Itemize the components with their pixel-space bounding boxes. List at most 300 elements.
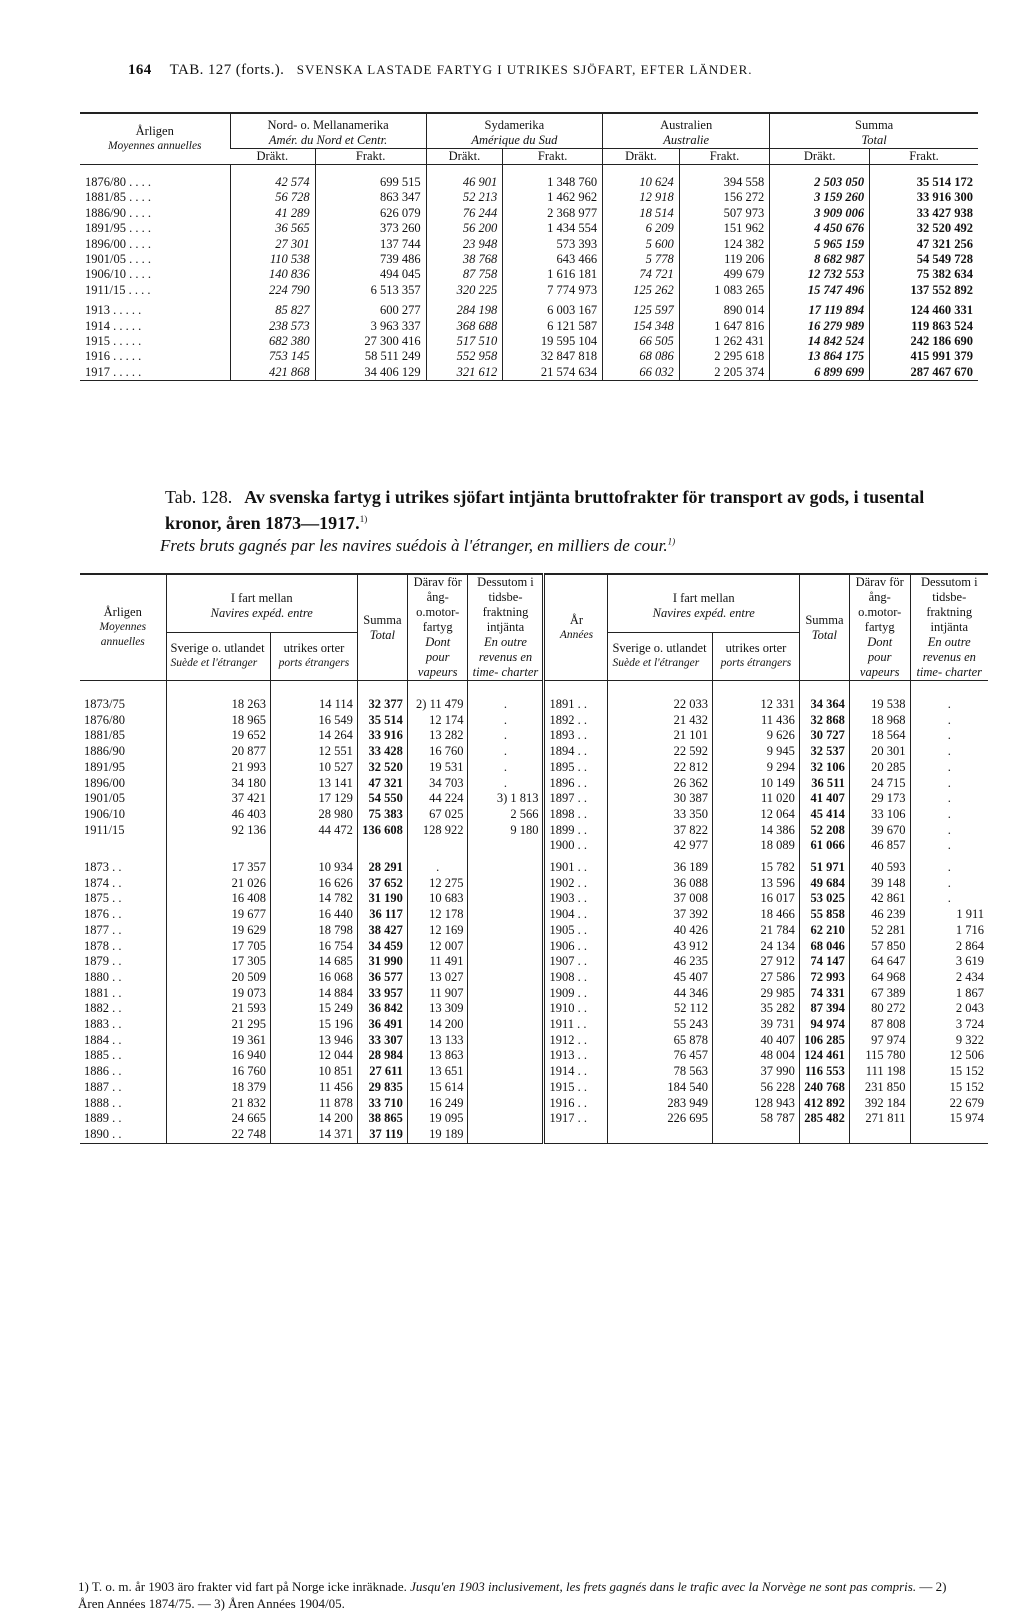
table-cell: 40 407 [712,1033,799,1049]
table-cell: 1898 . . [544,807,608,823]
table-cell: 124 382 [679,237,770,252]
table-cell: 9 626 [712,728,799,744]
table-cell: 62 210 [799,923,849,939]
table-cell: 38 768 [426,252,503,267]
col-arligen: Årligen Moyennes annuelles [107,124,202,152]
table-row [80,1017,988,1033]
table-row [80,1111,988,1127]
table-cell: 19 629 [166,923,270,939]
table-cell: 46 239 [849,907,910,923]
table-cell: 36 511 [799,776,849,792]
row-label: 1911/15 . . . . [85,282,151,297]
table-cell: 394 558 [679,165,770,191]
table-cell: 57 850 [849,939,910,955]
table-cell: 28 291 [357,854,407,876]
table-cell: 287 467 670 [870,365,978,381]
table-cell: 19 531 [407,760,468,776]
table-cell: 78 563 [608,1064,712,1080]
table-cell: 110 538 [230,252,315,267]
table-cell: 890 014 [679,298,770,318]
table-cell: 58 787 [712,1111,799,1127]
table-cell: 1875 . . [84,891,122,906]
table-cell: 111 198 [849,1064,910,1080]
table-cell: 27 586 [712,970,799,986]
table-cell: 16 279 989 [770,319,870,334]
table-cell: 37 652 [357,876,407,892]
table-cell: 18 564 [849,728,910,744]
table-cell [468,876,544,892]
table-row [80,1048,988,1064]
table-row [80,365,978,381]
table-cell: 19 677 [166,907,270,923]
table-cell: 32 868 [799,713,849,729]
table-128-subtitle [160,536,675,556]
table-cell: 14 386 [712,823,799,839]
table-cell: 2 043 [910,1001,988,1017]
table-row [80,206,978,221]
table-cell: 21 432 [608,713,712,729]
table-cell: 739 486 [315,252,426,267]
table-cell: 6 899 699 [770,365,870,381]
table-cell: 115 780 [849,1048,910,1064]
row-label: 1915 . . . . . [85,334,142,349]
table-cell: 51 971 [799,854,849,876]
table-cell: 136 608 [357,823,407,839]
table-cell: 151 962 [679,221,770,236]
table-cell: 321 612 [426,365,503,381]
table-cell: 24 665 [166,1111,270,1127]
table-cell [468,1111,544,1127]
table-cell: 26 362 [608,776,712,792]
table-cell: 1873 . . [84,860,122,875]
table-cell: 21 832 [166,1096,270,1112]
table-cell: 55 858 [799,907,849,923]
table-cell [468,1048,544,1064]
sub-drakt: Dräkt. [603,149,680,165]
table-cell: 863 347 [315,190,426,205]
table-cell: 33 916 300 [870,190,978,205]
table-cell: 2 368 977 [503,206,603,221]
table-cell: 52 213 [426,190,503,205]
table-cell: 37 392 [608,907,712,923]
table-cell: 21 101 [608,728,712,744]
table-cell: 52 112 [608,1001,712,1017]
table-row [80,165,978,191]
sub-frakt: Frakt. [503,149,603,165]
table-cell: 15 747 496 [770,283,870,298]
table-row [80,760,988,776]
table-cell: 38 427 [357,923,407,939]
table-cell: 36 842 [357,1001,407,1017]
table-cell: 1 867 [910,986,988,1002]
table-cell: . [910,713,988,729]
table-cell: 12 506 [910,1048,988,1064]
table-cell: . [468,681,544,713]
table-cell: 34 364 [799,681,849,713]
table-cell: 11 020 [712,791,799,807]
table-cell: 37 119 [357,1127,407,1143]
footnote-1-mark: 1) [78,1579,89,1594]
table-cell: 47 321 [357,776,407,792]
table-cell: 14 884 [270,986,357,1002]
table-cell [468,1080,544,1096]
table-cell: 1886/90 [84,744,125,759]
table-cell: 1912 . . [544,1033,608,1049]
table-cell: 27 300 416 [315,334,426,349]
table-cell: 55 243 [608,1017,712,1033]
footnote-3: — 3) Åren Années 1904/05. [197,1596,345,1611]
table-cell: 1906/10 [84,806,125,821]
table-cell: 22 033 [608,681,712,713]
footnote-2: — 2) Åren Années 1874/75. [78,1579,947,1611]
table-cell: 13 309 [407,1001,468,1017]
table-cell: 226 695 [608,1111,712,1127]
table-cell: 74 721 [603,267,680,282]
table-cell: 753 145 [230,349,315,364]
table-cell: 16 626 [270,876,357,892]
table-cell: 49 684 [799,876,849,892]
table-cell: . [468,713,544,729]
table-row [80,1080,988,1096]
table-cell: 22 812 [608,760,712,776]
table-cell: 56 228 [712,1080,799,1096]
table-cell: 682 380 [230,334,315,349]
table-cell: 42 977 [608,838,712,854]
table-cell [166,838,270,854]
table-cell: 18 466 [712,907,799,923]
table-cell [468,923,544,939]
table-row [80,954,988,970]
table-cell: 14 782 [270,891,357,907]
table-cell: 6 121 587 [503,319,603,334]
table-row [80,190,978,205]
table-cell: 18 798 [270,923,357,939]
table-cell: 17 129 [270,791,357,807]
table-cell: 1880 . . [84,969,122,984]
table-cell: 14 200 [407,1017,468,1033]
table-cell: 412 892 [799,1096,849,1112]
table-cell: 1878 . . [84,938,122,953]
table-cell: 16 017 [712,891,799,907]
table-cell: 19 361 [166,1033,270,1049]
table-cell: 10 851 [270,1064,357,1080]
table-cell [407,838,468,854]
table-cell: 368 688 [426,319,503,334]
table-row [80,681,988,713]
table-cell: 12 174 [407,713,468,729]
table-128 [80,573,988,1144]
table-cell: 1891 . . [544,681,608,713]
table-cell: 271 811 [849,1111,910,1127]
table-cell: 18 379 [166,1080,270,1096]
table-cell: 2 864 [910,939,988,955]
table-cell: 11 456 [270,1080,357,1096]
table-cell: 1892 . . [544,713,608,729]
table-cell: 10 527 [270,760,357,776]
table-cell: 2 566 [468,807,544,823]
table-cell: 33 710 [357,1096,407,1112]
table-cell: . [407,854,468,876]
table-cell: 1 348 760 [503,165,603,191]
h-utrikes-right: utrikes orter ports étrangers [712,632,799,680]
table-cell [468,954,544,970]
table-cell: 27 301 [230,237,315,252]
table-cell: 17 119 894 [770,298,870,318]
table-cell: 1883 . . [84,1017,122,1032]
h-summa-left: Summa Total [357,574,407,681]
table-cell: 14 685 [270,954,357,970]
table-cell: 46 901 [426,165,503,191]
table-row [80,970,988,986]
h-ifart-left: I fart mellan Navires expéd. entre [166,574,357,632]
h-ar: År Années [544,574,608,681]
table-cell: 46 857 [849,838,910,854]
table-cell: 13 946 [270,1033,357,1049]
table-cell: 22 592 [608,744,712,760]
table-cell [468,939,544,955]
table-cell: 32 847 818 [503,349,603,364]
table-cell: 8 682 987 [770,252,870,267]
table-cell: 35 514 [357,713,407,729]
table-cell: 1886 . . [84,1064,122,1079]
table-cell: 32 520 [357,760,407,776]
h-sverige-left: Sverige o. utlandet Suède et l'étranger [166,632,270,680]
table-cell [468,838,544,854]
table-cell: 37 008 [608,891,712,907]
table-cell: 9 322 [910,1033,988,1049]
table-cell: 600 277 [315,298,426,318]
table-cell: 33 428 [357,744,407,760]
group-summa: Summa Total [770,113,978,149]
table-row [80,986,988,1002]
table-cell: 238 573 [230,319,315,334]
table-row [80,939,988,955]
table-cell: 40 426 [608,923,712,939]
table-cell: 75 383 [357,807,407,823]
table-cell: 12 275 [407,876,468,892]
table-cell: 36 491 [357,1017,407,1033]
table-cell: 1888 . . [84,1095,122,1110]
table-cell: 13 864 175 [770,349,870,364]
sub-drakt: Dräkt. [770,149,870,165]
table-cell: 29 173 [849,791,910,807]
table-cell: 16 068 [270,970,357,986]
table-cell: 1900 . . [544,838,608,854]
header-title: SVENSKA LASTADE FARTYG I UTRIKES SJÖFART, EFTER LÄNDER. [296,62,753,77]
table-cell: 32 106 [799,760,849,776]
sub-frakt: Frakt. [679,149,770,165]
table-cell: . [468,776,544,792]
table-cell: 19 073 [166,986,270,1002]
table-row [80,854,988,876]
row-label: 1891/95 . . . . [85,221,151,236]
table-cell: 21 993 [166,760,270,776]
table-cell: 2 503 050 [770,165,870,191]
h-dessutom-left: Dessutom i tidsbe- fraktning intjänta En outre revenus en time- charter [468,574,544,681]
table-cell: 128 922 [407,823,468,839]
table-cell: 43 912 [608,939,712,955]
table-cell: 67 389 [849,986,910,1002]
table-cell: 41 407 [799,791,849,807]
table-cell: 18 965 [166,713,270,729]
group-nordamerika: Nord- o. Mellanamerika Amér. du Nord et Centr. [230,113,426,149]
table-cell: 14 200 [270,1111,357,1127]
table-cell: 47 321 256 [870,237,978,252]
table-cell: 36 189 [608,854,712,876]
table-cell: 499 679 [679,267,770,282]
table-cell: 3 159 260 [770,190,870,205]
table-cell: 1907 . . [544,954,608,970]
table-cell: 32 537 [799,744,849,760]
table-cell: 373 260 [315,221,426,236]
table-cell: 1 462 962 [503,190,603,205]
table-cell: . [910,854,988,876]
table-cell: 27 611 [357,1064,407,1080]
table-cell: 320 225 [426,283,503,298]
table-cell: . [910,838,988,854]
table-cell: 1884 . . [84,1032,122,1047]
table-cell: 19 652 [166,728,270,744]
table-cell: 16 754 [270,939,357,955]
table-cell: 1910 . . [544,1001,608,1017]
table-cell: . [910,823,988,839]
table-cell: 643 466 [503,252,603,267]
table-cell: 76 244 [426,206,503,221]
table-127 [80,112,978,381]
table-row [80,1064,988,1080]
table-cell: 1885 . . [84,1048,122,1063]
table-cell: 6 209 [603,221,680,236]
table-cell: 33 957 [357,986,407,1002]
table-cell: 31 190 [357,891,407,907]
table-cell: 23 948 [426,237,503,252]
table-cell: 231 850 [849,1080,910,1096]
table-cell [270,838,357,854]
table-cell: 3 619 [910,954,988,970]
table-row [80,319,978,334]
table-cell: 13 282 [407,728,468,744]
table-row [80,237,978,252]
table-cell: 494 045 [315,267,426,282]
table-cell [468,1064,544,1080]
table-cell: 58 511 249 [315,349,426,364]
table-cell: 1896 . . [544,776,608,792]
table-row [80,221,978,236]
table-cell: 33 427 938 [870,206,978,221]
table-cell: 33 307 [357,1033,407,1049]
table-cell: 137 744 [315,237,426,252]
table-cell: . [910,681,988,713]
table-row [80,791,988,807]
table-cell: 1 647 816 [679,319,770,334]
table-cell: 5 778 [603,252,680,267]
table-cell: 24 134 [712,939,799,955]
table-cell: 16 249 [407,1096,468,1112]
table-cell: 13 651 [407,1064,468,1080]
row-label: 1917 . . . . . [85,364,142,379]
table-cell: 1877 . . [84,922,122,937]
table-cell: 87 758 [426,267,503,282]
table-cell: 34 703 [407,776,468,792]
table-cell: 1897 . . [544,791,608,807]
table-cell: 36 577 [357,970,407,986]
table-cell: 66 505 [603,334,680,349]
table-cell: 39 148 [849,876,910,892]
table-cell: . [910,776,988,792]
table-cell: 67 025 [407,807,468,823]
table-cell: 12 007 [407,939,468,955]
table-cell: 39 670 [849,823,910,839]
table-cell: 1876/80 [84,712,125,727]
table-cell: 12 044 [270,1048,357,1064]
table-cell: 1914 . . [544,1064,608,1080]
table-cell: 21 574 634 [503,365,603,381]
table-cell: 184 540 [608,1080,712,1096]
table-cell: 1 083 265 [679,283,770,298]
table-row [80,891,988,907]
table-cell: 27 912 [712,954,799,970]
table-cell: 1915 . . [544,1080,608,1096]
table-cell: 54 549 728 [870,252,978,267]
table-cell: 37 822 [608,823,712,839]
table-cell: 52 208 [799,823,849,839]
table-row [80,807,988,823]
group-sydamerika: Sydamerika Amérique du Sud [426,113,602,149]
table-cell: . [910,876,988,892]
table-cell: . [910,744,988,760]
row-label: 1916 . . . . . [85,349,142,364]
table-cell: 1909 . . [544,986,608,1002]
table-cell: 64 647 [849,954,910,970]
table-cell: 1908 . . [544,970,608,986]
table-cell: 64 968 [849,970,910,986]
table-cell: 18 089 [712,838,799,854]
table-cell: 1902 . . [544,876,608,892]
table-cell: 17 705 [166,939,270,955]
table-cell: 28 980 [270,807,357,823]
table-128-body [80,681,988,1144]
table-cell: 21 295 [166,1017,270,1033]
table-cell: 32 520 492 [870,221,978,236]
table-127-body [80,165,978,381]
table-cell: 18 968 [849,713,910,729]
table-cell: 12 331 [712,681,799,713]
table-cell: 39 731 [712,1017,799,1033]
table-cell: 42 574 [230,165,315,191]
table-cell: 53 025 [799,891,849,907]
table-cell: 125 262 [603,283,680,298]
table-cell: 1916 . . [544,1096,608,1112]
table-cell: 15 782 [712,854,799,876]
table-cell: 1917 . . [544,1111,608,1127]
table-cell: 2 205 374 [679,365,770,381]
sub-frakt: Frakt. [870,149,978,165]
table-cell: 699 515 [315,165,426,191]
row-label: 1881/85 . . . . [85,190,151,205]
table-cell: 14 371 [270,1127,357,1143]
table-cell: 19 538 [849,681,910,713]
table-cell [468,1001,544,1017]
table-cell: 1901/05 [84,791,125,806]
table-cell: 283 949 [608,1096,712,1112]
table-cell: 20 509 [166,970,270,986]
table-cell: 13 596 [712,876,799,892]
table-cell: 1873/75 [84,697,125,711]
subtitle-footnote-mark: 1) [667,536,676,547]
table-row [80,252,978,267]
table-row [80,349,978,364]
table-cell: 2) 11 479 [407,681,468,713]
